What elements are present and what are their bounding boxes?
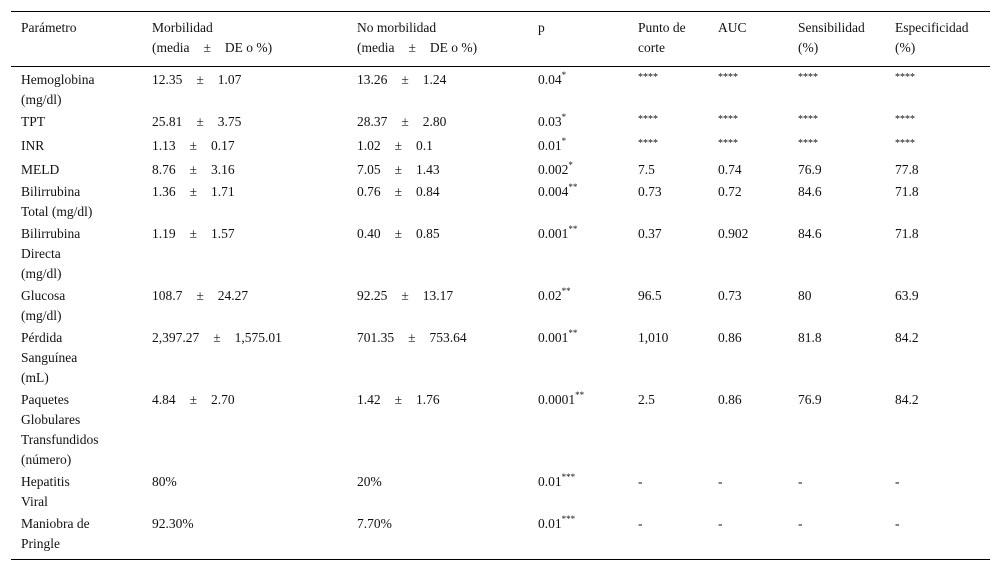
cell-morbilidad: 4.84 ± 2.70 xyxy=(152,392,235,407)
cell-auc: - xyxy=(718,516,723,531)
cell-morbilidad: 8.76 ± 3.16 xyxy=(152,162,235,177)
cell-especificidad: **** xyxy=(895,114,915,125)
cell-parametro: Paquetes Globulares Transfundidos (número) xyxy=(21,392,99,467)
cell-auc: 0.73 xyxy=(718,288,742,303)
cell-no-morbilidad: 1.42 ± 1.76 xyxy=(357,392,440,407)
table-row xyxy=(11,159,990,181)
table-row xyxy=(11,471,990,513)
cell-parametro: Hepatitis Viral xyxy=(21,474,70,509)
cell-punto-de-corte: **** xyxy=(638,138,658,149)
cell-no-morbilidad: 92.25 ± 13.17 xyxy=(357,288,454,303)
cell-sensibilidad: **** xyxy=(798,72,818,83)
cell-no-morbilidad: 28.37 ± 2.80 xyxy=(357,114,447,129)
cell-especificidad: 77.8 xyxy=(895,162,919,177)
cell-p: 0.04* xyxy=(538,69,567,87)
cell-sensibilidad: - xyxy=(798,516,803,531)
cell-no-morbilidad: 13.26 ± 1.24 xyxy=(357,72,447,87)
cell-auc: 0.74 xyxy=(718,162,742,177)
cell-sensibilidad: 76.9 xyxy=(798,162,822,177)
table-row xyxy=(11,135,990,159)
cell-parametro: Glucosa (mg/dl) xyxy=(21,288,66,323)
cell-punto-de-corte: **** xyxy=(638,72,658,83)
cell-p: 0.0001** xyxy=(538,389,585,407)
header-sensibilidad: Sensibilidad (%) xyxy=(798,20,865,55)
cell-no-morbilidad: 7.70% xyxy=(357,516,392,531)
cell-punto-de-corte: 0.37 xyxy=(638,226,662,241)
significance-marker: *** xyxy=(561,513,576,524)
cell-morbilidad: 2,397.27 ± 1,575.01 xyxy=(152,330,282,345)
cell-p: 0.004** xyxy=(538,181,578,199)
significance-marker: ** xyxy=(568,223,578,234)
table-row xyxy=(11,327,990,389)
significance-marker: ** xyxy=(575,389,585,400)
cell-morbilidad: 1.19 ± 1.57 xyxy=(152,226,235,241)
table-row xyxy=(11,67,990,112)
cell-especificidad: 71.8 xyxy=(895,226,919,241)
table-header-row xyxy=(11,12,990,67)
cell-no-morbilidad: 7.05 ± 1.43 xyxy=(357,162,440,177)
cell-sensibilidad: **** xyxy=(798,114,818,125)
cell-especificidad: - xyxy=(895,474,900,489)
cell-p: 0.02** xyxy=(538,285,571,303)
cell-no-morbilidad: 1.02 ± 0.1 xyxy=(357,138,433,153)
significance-marker: * xyxy=(568,159,573,170)
cell-punto-de-corte: - xyxy=(638,516,643,531)
significance-marker: *** xyxy=(561,471,576,482)
cell-punto-de-corte: 2.5 xyxy=(638,392,655,407)
cell-sensibilidad: 81.8 xyxy=(798,330,822,345)
cell-morbilidad: 80% xyxy=(152,474,177,489)
cell-morbilidad: 108.7 ± 24.27 xyxy=(152,288,249,303)
cell-especificidad: 84.2 xyxy=(895,392,919,407)
table-row xyxy=(11,389,990,471)
cell-p: 0.002* xyxy=(538,159,573,177)
cell-parametro: Bilirrubina Total (mg/dl) xyxy=(21,184,93,219)
cell-punto-de-corte: 0.73 xyxy=(638,184,662,199)
cell-auc: **** xyxy=(718,138,738,149)
header-auc: AUC xyxy=(718,20,747,35)
cell-sensibilidad: 84.6 xyxy=(798,226,822,241)
cell-sensibilidad: 84.6 xyxy=(798,184,822,199)
cell-no-morbilidad: 0.40 ± 0.85 xyxy=(357,226,440,241)
cell-p: 0.001** xyxy=(538,223,578,241)
header-punto-de-corte: Punto de corte xyxy=(638,20,686,55)
cell-p: 0.03* xyxy=(538,111,567,129)
table-body xyxy=(11,67,990,560)
cell-auc: 0.72 xyxy=(718,184,742,199)
cell-auc: 0.86 xyxy=(718,392,742,407)
significance-marker: ** xyxy=(568,327,578,338)
results-table-container xyxy=(11,11,990,560)
cell-morbilidad: 92.30% xyxy=(152,516,194,531)
table-row xyxy=(11,223,990,285)
significance-marker: * xyxy=(561,135,567,146)
significance-marker: * xyxy=(561,111,567,122)
table-row xyxy=(11,181,990,223)
cell-morbilidad: 12.35 ± 1.07 xyxy=(152,72,242,87)
cell-especificidad: - xyxy=(895,516,900,531)
cell-morbilidad: 25.81 ± 3.75 xyxy=(152,114,242,129)
cell-auc: 0.86 xyxy=(718,330,742,345)
header-parametro: Parámetro xyxy=(21,20,77,35)
cell-punto-de-corte: - xyxy=(638,474,643,489)
cell-punto-de-corte: 96.5 xyxy=(638,288,662,303)
header-morbilidad: Morbilidad (media ± DE o %) xyxy=(152,20,273,55)
cell-punto-de-corte: 1,010 xyxy=(638,330,669,345)
cell-parametro: MELD xyxy=(21,162,60,177)
cell-sensibilidad: 76.9 xyxy=(798,392,822,407)
cell-sensibilidad: 80 xyxy=(798,288,812,303)
cell-no-morbilidad: 0.76 ± 0.84 xyxy=(357,184,440,199)
cell-no-morbilidad: 701.35 ± 753.64 xyxy=(357,330,467,345)
cell-especificidad: **** xyxy=(895,138,915,149)
header-p: p xyxy=(538,20,545,35)
cell-especificidad: 63.9 xyxy=(895,288,919,303)
table-row xyxy=(11,513,990,560)
header-no-morbilidad: No morbilidad (media ± DE o %) xyxy=(357,20,478,55)
cell-p: 0.01*** xyxy=(538,513,576,531)
cell-punto-de-corte: 7.5 xyxy=(638,162,655,177)
table-row xyxy=(11,285,990,327)
cell-morbilidad: 1.13 ± 0.17 xyxy=(152,138,235,153)
cell-sensibilidad: **** xyxy=(798,138,818,149)
header-especificidad: Especificidad (%) xyxy=(895,20,969,55)
cell-auc: - xyxy=(718,474,723,489)
cell-parametro: INR xyxy=(21,138,45,153)
cell-parametro: TPT xyxy=(21,114,46,129)
cell-auc: **** xyxy=(718,114,738,125)
cell-especificidad: 84.2 xyxy=(895,330,919,345)
cell-parametro: Pérdida Sanguínea (mL) xyxy=(21,330,78,385)
cell-p: 0.001** xyxy=(538,327,578,345)
cell-p: 0.01*** xyxy=(538,471,576,489)
cell-auc: **** xyxy=(718,72,738,83)
cell-punto-de-corte: **** xyxy=(638,114,658,125)
cell-especificidad: **** xyxy=(895,72,915,83)
cell-sensibilidad: - xyxy=(798,474,803,489)
significance-marker: ** xyxy=(568,181,578,192)
cell-p: 0.01* xyxy=(538,135,567,153)
cell-parametro: Hemoglobina (mg/dl) xyxy=(21,72,95,107)
table-row xyxy=(11,111,990,135)
results-table xyxy=(11,11,990,560)
cell-parametro: Bilirrubina Directa (mg/dl) xyxy=(21,226,81,281)
cell-parametro: Maniobra de Pringle xyxy=(21,516,90,551)
cell-especificidad: 71.8 xyxy=(895,184,919,199)
cell-morbilidad: 1.36 ± 1.71 xyxy=(152,184,235,199)
significance-marker: * xyxy=(561,69,567,80)
significance-marker: ** xyxy=(561,285,571,296)
cell-auc: 0.902 xyxy=(718,226,749,241)
cell-no-morbilidad: 20% xyxy=(357,474,382,489)
